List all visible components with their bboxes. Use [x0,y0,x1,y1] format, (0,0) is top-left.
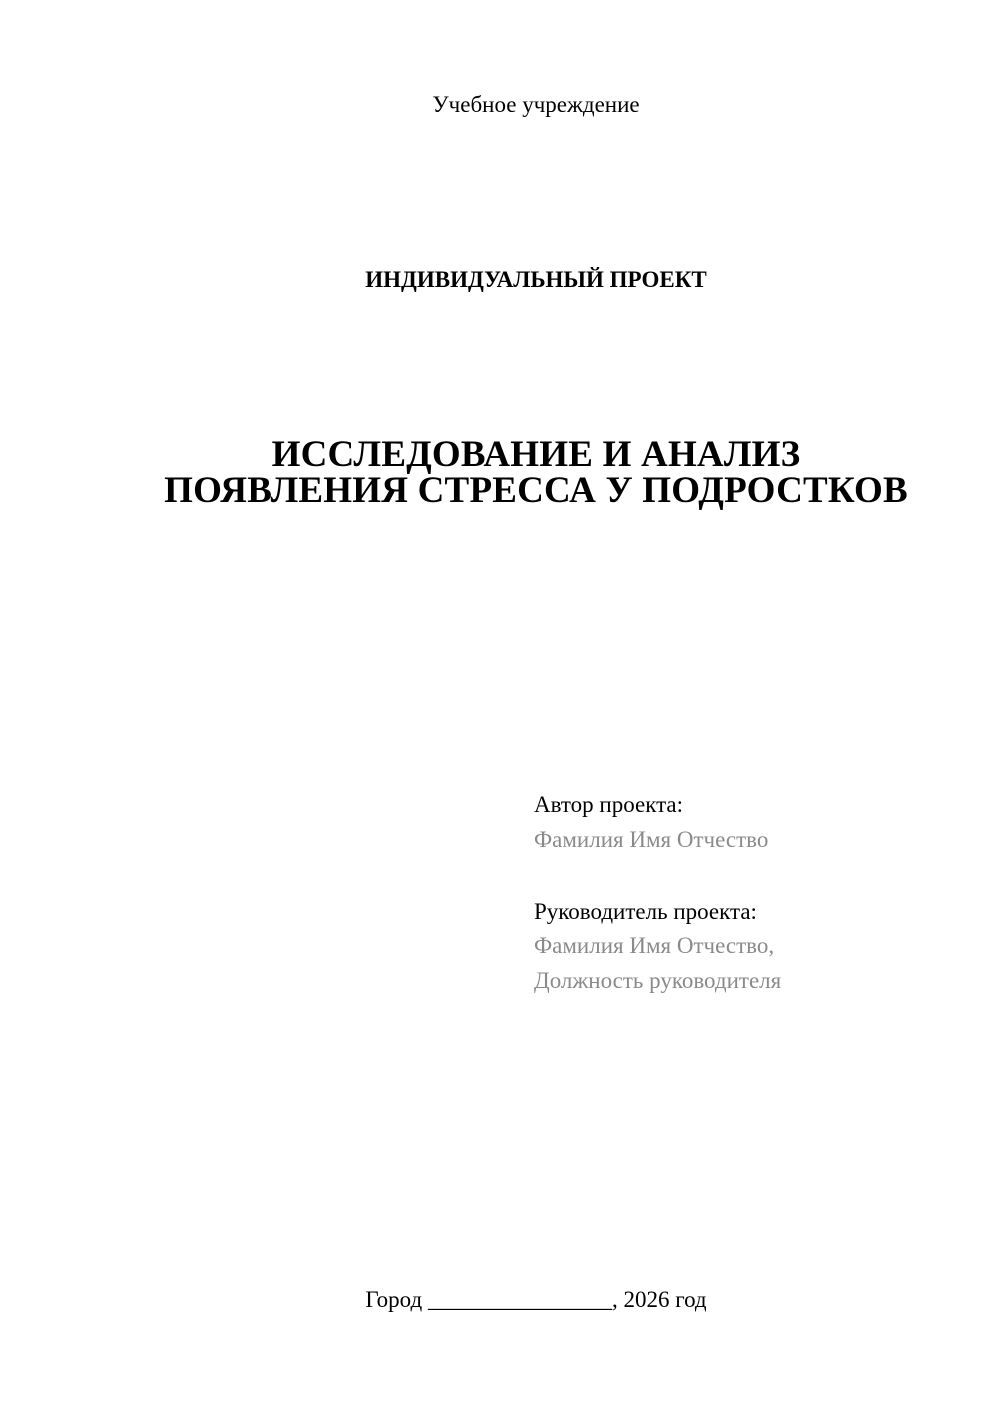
author-label: Автор проекта: [534,792,683,817]
project-title-line-2: ПОЯВЛЕНИЯ СТРЕССА У ПОДРОСТКОВ [164,470,908,511]
city-year-line: Город ________________, 2026 год [365,1287,707,1312]
project-title-line-1: ИССЛЕДОВАНИЕ И АНАЛИЗ [271,434,801,475]
supervisor-position-placeholder: Должность руководителя [534,968,782,993]
document-type: ИНДИВИДУАЛЬНЫЙ ПРОЕКТ [365,267,707,292]
author-name-placeholder: Фамилия Имя Отчество [534,827,769,852]
supervisor-name-placeholder: Фамилия Имя Отчество, [534,933,775,958]
project-title [72,434,1000,511]
supervisor-label: Руководитель проекта: [534,899,757,924]
institution-name: Учебное учреждение [432,92,640,117]
